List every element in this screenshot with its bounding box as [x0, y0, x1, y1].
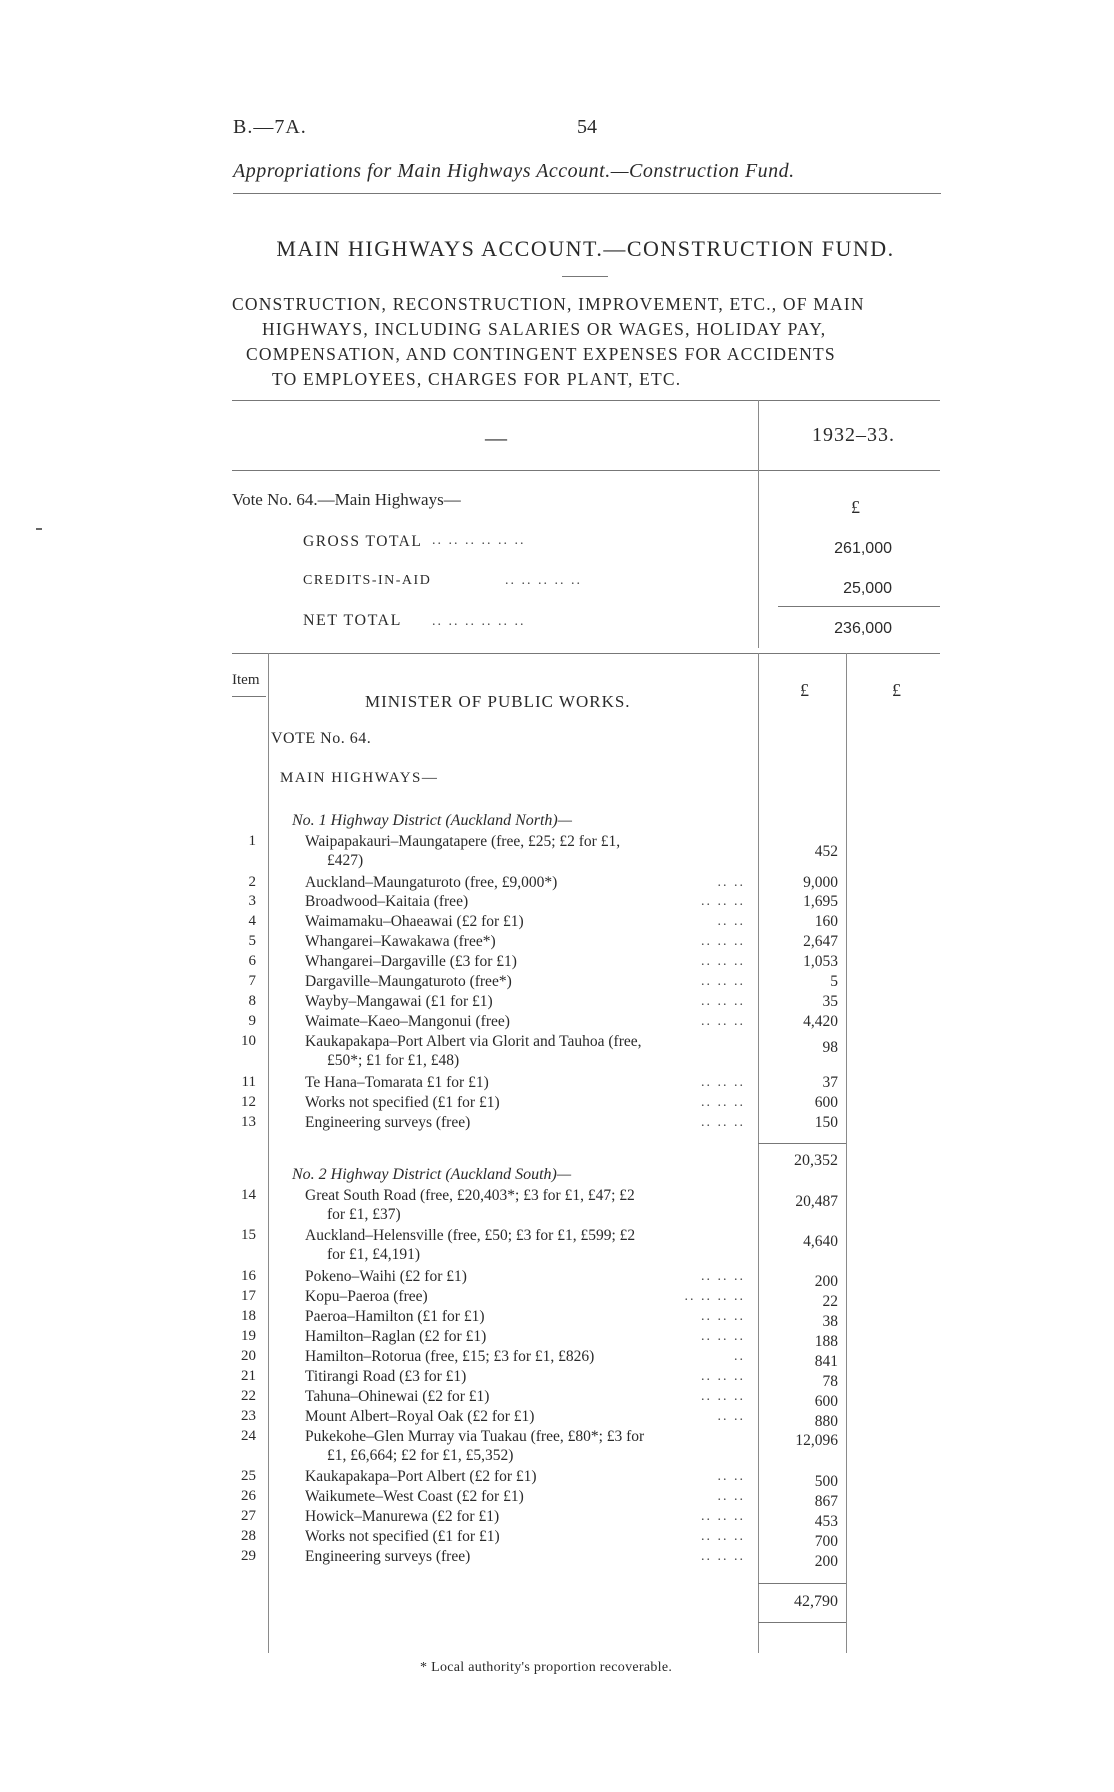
- leader-dots: .. .. ..: [701, 974, 745, 989]
- leader-dots: .. .. ..: [701, 954, 745, 969]
- margin-mark: [36, 528, 42, 530]
- item-amount: 200: [814, 1273, 838, 1290]
- item-description: [305, 892, 743, 911]
- summary-bottom-rule: [232, 653, 940, 654]
- description-line: Pokeno–Waihi (£2 for £1): [305, 1268, 467, 1285]
- item-description: [305, 1327, 743, 1346]
- leader-dots: .. .. ..: [701, 1369, 745, 1384]
- description-line: Dargaville–Maungaturoto (free*): [305, 973, 512, 990]
- item-amount: 188: [814, 1333, 838, 1350]
- item-number: 3: [248, 893, 256, 909]
- description-line: Pukekohe–Glen Murray via Tuakau (free, £80*; £3 for: [305, 1428, 645, 1445]
- item-description: [305, 912, 743, 931]
- main-highways-heading: MAIN HIGHWAYS—: [280, 770, 439, 786]
- subheading-line: COMPENSATION, AND CONTINGENT EXPENSES FOR ACCIDENTS: [246, 344, 836, 364]
- item-number: 11: [241, 1074, 256, 1090]
- running-head: Appropriations for Main Highways Account.—Construction Fund.: [233, 160, 795, 182]
- item-header-rule: [232, 696, 266, 697]
- item-number: 2: [248, 874, 256, 890]
- vote-label: Vote No. 64.—Main Highways—: [232, 490, 461, 509]
- item-number: 24: [241, 1428, 256, 1444]
- item-amount: 12,096: [795, 1432, 838, 1449]
- district-2-subtotal: 42,790: [794, 1593, 838, 1610]
- leader-dots: .. .. ..: [701, 934, 745, 949]
- description-line: Paeroa–Hamilton (£1 for £1): [305, 1308, 485, 1325]
- item-description: [305, 1507, 743, 1526]
- item-description: [305, 1012, 743, 1031]
- item-number: 1: [248, 833, 256, 849]
- description-line: Works not specified (£1 for £1): [305, 1094, 500, 1111]
- item-description: [305, 1527, 743, 1546]
- item-description: [305, 873, 743, 892]
- header-rule: [233, 193, 941, 194]
- item-amount: 22: [822, 1293, 838, 1310]
- item-description: [305, 1487, 743, 1506]
- leader-dots: .. .. .. .. ..: [505, 573, 582, 588]
- district-1-subtotal: 20,352: [794, 1152, 838, 1169]
- leader-dots: .. ..: [717, 1489, 745, 1504]
- item-number: 26: [241, 1488, 256, 1504]
- item-amount: 5: [830, 973, 838, 990]
- item-number: 15: [241, 1227, 256, 1243]
- item-description: [305, 1387, 743, 1406]
- item-number: 17: [241, 1288, 256, 1304]
- leader-dots: .. .. .. .. .. ..: [432, 533, 526, 548]
- item-number: 28: [241, 1528, 256, 1544]
- item-description: [305, 1287, 743, 1306]
- item-column-rule: [268, 653, 269, 1653]
- subheading: [232, 292, 940, 392]
- item-description: [305, 1073, 743, 1092]
- leader-dots: .. ..: [717, 1469, 745, 1484]
- leader-dots: .. .. ..: [701, 1509, 745, 1524]
- credits-in-aid-label: CREDITS-IN-AID: [303, 573, 432, 588]
- item-amount: 160: [814, 913, 838, 930]
- item-number: 23: [241, 1408, 256, 1424]
- description-line: Hamilton–Raglan (£2 for £1): [305, 1328, 487, 1345]
- description-line: Kaukapakapa–Port Albert via Glorit and Tauhoa (free,: [305, 1033, 642, 1050]
- title-rule: [562, 276, 608, 277]
- leader-dots: .. .. ..: [701, 1115, 745, 1130]
- description-line: Hamilton–Rotorua (free, £15; £3 for £1, £826): [305, 1348, 595, 1365]
- amount-currency: £: [800, 680, 809, 700]
- document-title: MAIN HIGHWAYS ACCOUNT.—CONSTRUCTION FUND.: [276, 236, 895, 261]
- item-amount: 452: [814, 843, 838, 860]
- description-line: £50*; £1 for £1, £48): [327, 1052, 460, 1069]
- item-amount: 1,695: [803, 893, 838, 910]
- leader-dots: .. .. ..: [701, 1549, 745, 1564]
- description-line: Howick–Manurewa (£2 for £1): [305, 1508, 500, 1525]
- leader-dots: .. .. ..: [701, 1014, 745, 1029]
- item-amount: 78: [822, 1373, 838, 1390]
- total-currency: £: [892, 680, 901, 700]
- item-amount: 453: [814, 1513, 838, 1530]
- leader-dots: .. .. ..: [701, 894, 745, 909]
- item-number: 14: [241, 1187, 256, 1203]
- description-line: Waipapakauri–Maungatapere (free, £25; £2 for £1,: [305, 833, 621, 850]
- description-line: Broadwood–Kaitaia (free): [305, 893, 469, 910]
- leader-dots: .. ..: [717, 875, 745, 890]
- item-description: [305, 1226, 743, 1264]
- item-amount: 880: [814, 1413, 838, 1430]
- item-description: [305, 972, 743, 991]
- leader-dots: .. .. ..: [701, 1309, 745, 1324]
- description-line: for £1, £37): [327, 1206, 401, 1223]
- item-description: [305, 1467, 743, 1486]
- description-line: for £1, £4,191): [327, 1246, 420, 1263]
- gross-total-value: 261,000: [834, 540, 892, 557]
- subtotal-rule: [758, 1143, 846, 1144]
- net-total-label: NET TOTAL: [303, 612, 402, 629]
- item-amount: 841: [814, 1353, 838, 1370]
- page-number: 54: [577, 116, 597, 138]
- gross-total-label: GROSS TOTAL: [303, 533, 423, 550]
- item-number: 13: [241, 1114, 256, 1130]
- item-amount: 98: [822, 1039, 838, 1056]
- description-line: £1, £6,664; £2 for £1, £5,352): [327, 1447, 514, 1464]
- table-head-year: 1932–33.: [812, 424, 895, 446]
- item-description: [305, 1367, 743, 1386]
- description-line: Waikumete–West Coast (£2 for £1): [305, 1488, 524, 1505]
- description-line: Works not specified (£1 for £1): [305, 1528, 500, 1545]
- subtotal-underline: [758, 1622, 846, 1623]
- subheading-line: TO EMPLOYEES, CHARGES FOR PLANT, ETC.: [272, 369, 682, 389]
- item-number: 21: [241, 1368, 256, 1384]
- item-description: [305, 1113, 743, 1132]
- summary-column-rule: [758, 470, 759, 648]
- credits-in-aid-value: 25,000: [843, 580, 892, 597]
- leader-dots: .. .. ..: [701, 1389, 745, 1404]
- footnote: * Local authority's proportion recoverable.: [420, 1660, 673, 1675]
- item-amount: 200: [814, 1553, 838, 1570]
- description-line: Tahuna–Ohinewai (£2 for £1): [305, 1388, 490, 1405]
- item-number: 22: [241, 1388, 256, 1404]
- item-amount: 867: [814, 1493, 838, 1510]
- item-number: 29: [241, 1548, 256, 1564]
- item-description: [305, 1267, 743, 1286]
- leader-dots: .. .. ..: [701, 1095, 745, 1110]
- description-line: Kopu–Paeroa (free): [305, 1288, 428, 1305]
- net-total-rule: [778, 606, 940, 607]
- item-amount: 35: [822, 993, 838, 1010]
- subheading-line: HIGHWAYS, INCLUDING SALARIES OR WAGES, HOLIDAY PAY,: [262, 319, 827, 339]
- item-number: 27: [241, 1508, 256, 1524]
- description-line: Whangarei–Kawakawa (free*): [305, 933, 496, 950]
- description-line: Great South Road (free, £20,403*; £3 for £1, £47; £2: [305, 1187, 635, 1204]
- minister-heading: MINISTER OF PUBLIC WORKS.: [365, 692, 631, 711]
- item-description: [305, 1347, 743, 1366]
- description-line: Whangarei–Dargaville (£3 for £1): [305, 953, 517, 970]
- item-amount: 500: [814, 1473, 838, 1490]
- leader-dots: .. ..: [717, 1409, 745, 1424]
- head-column-rule: [758, 400, 759, 470]
- item-number: 16: [241, 1268, 256, 1284]
- item-description: [305, 832, 743, 870]
- item-amount: 38: [822, 1313, 838, 1330]
- table-head-rule: [232, 470, 940, 471]
- item-amount: 1,053: [803, 953, 838, 970]
- description-line: Auckland–Maungaturoto (free, £9,000*): [305, 874, 558, 891]
- item-number: 7: [248, 973, 256, 989]
- description-line: £427): [327, 852, 364, 869]
- item-amount: 700: [814, 1533, 838, 1550]
- item-description: [305, 1186, 743, 1224]
- summary-currency: £: [851, 497, 860, 517]
- item-description: [305, 1407, 743, 1426]
- item-amount: 4,640: [803, 1233, 838, 1250]
- leader-dots: .. .. .. ..: [684, 1289, 745, 1304]
- description-line: Waimamaku–Ohaeawai (£2 for £1): [305, 913, 524, 930]
- item-number: 12: [241, 1094, 256, 1110]
- item-description: [305, 1427, 743, 1465]
- item-description: [305, 1307, 743, 1326]
- item-amount: 2,647: [803, 933, 838, 950]
- leader-dots: .. ..: [717, 914, 745, 929]
- table-head-dash: —: [485, 425, 507, 450]
- leader-dots: .. .. ..: [701, 1329, 745, 1344]
- table-top-rule: [232, 400, 940, 401]
- leader-dots: .. .. ..: [701, 1269, 745, 1284]
- item-number: 8: [248, 993, 256, 1009]
- description-line: Titirangi Road (£3 for £1): [305, 1368, 467, 1385]
- district-2-heading: No. 2 Highway District (Auckland South)—: [292, 1166, 572, 1183]
- description-line: Engineering surveys (free): [305, 1548, 471, 1565]
- item-description: [305, 1547, 743, 1566]
- item-description: [305, 1093, 743, 1112]
- item-number: 9: [248, 1013, 256, 1029]
- net-total-value: 236,000: [834, 620, 892, 637]
- subtotal-rule: [758, 1583, 846, 1584]
- item-amount: 150: [814, 1114, 838, 1131]
- leader-dots: ..: [734, 1349, 745, 1364]
- item-amount: 600: [814, 1393, 838, 1410]
- page-reference: B.—7A.: [233, 116, 307, 138]
- total-column-rule: [846, 653, 847, 1653]
- item-number: 25: [241, 1468, 256, 1484]
- item-number: 19: [241, 1328, 256, 1344]
- item-amount: 9,000: [803, 874, 838, 891]
- description-line: Mount Albert–Royal Oak (£2 for £1): [305, 1408, 535, 1425]
- description-line: Kaukapakapa–Port Albert (£2 for £1): [305, 1468, 537, 1485]
- description-line: Auckland–Helensville (free, £50; £3 for £1, £599; £2: [305, 1227, 636, 1244]
- district-1-heading: No. 1 Highway District (Auckland North)—: [292, 812, 572, 829]
- item-amount: 600: [814, 1094, 838, 1111]
- item-description: [305, 1032, 743, 1070]
- item-number: 4: [248, 913, 256, 929]
- item-number: 6: [248, 953, 256, 969]
- item-number: 5: [248, 933, 256, 949]
- item-number: 20: [241, 1348, 256, 1364]
- item-amount: 20,487: [795, 1193, 838, 1210]
- vote-number: VOTE No. 64.: [271, 730, 372, 747]
- description-line: Wayby–Mangawai (£1 for £1): [305, 993, 493, 1010]
- item-column-header: Item: [232, 672, 260, 688]
- description-line: Te Hana–Tomarata £1 for £1): [305, 1074, 489, 1091]
- item-amount: 4,420: [803, 1013, 838, 1030]
- item-description: [305, 992, 743, 1011]
- description-line: Waimate–Kaeo–Mangonui (free): [305, 1013, 510, 1030]
- item-number: 18: [241, 1308, 256, 1324]
- leader-dots: .. .. ..: [701, 994, 745, 1009]
- item-description: [305, 952, 743, 971]
- item-description: [305, 932, 743, 951]
- leader-dots: .. .. ..: [701, 1529, 745, 1544]
- description-line: Engineering surveys (free): [305, 1114, 471, 1131]
- leader-dots: .. .. ..: [701, 1075, 745, 1090]
- leader-dots: .. .. .. .. .. ..: [432, 614, 526, 629]
- item-amount: 37: [822, 1074, 838, 1091]
- subheading-line: CONSTRUCTION, RECONSTRUCTION, IMPROVEMENT, ETC., OF MAIN: [232, 294, 865, 314]
- item-number: 10: [241, 1033, 256, 1049]
